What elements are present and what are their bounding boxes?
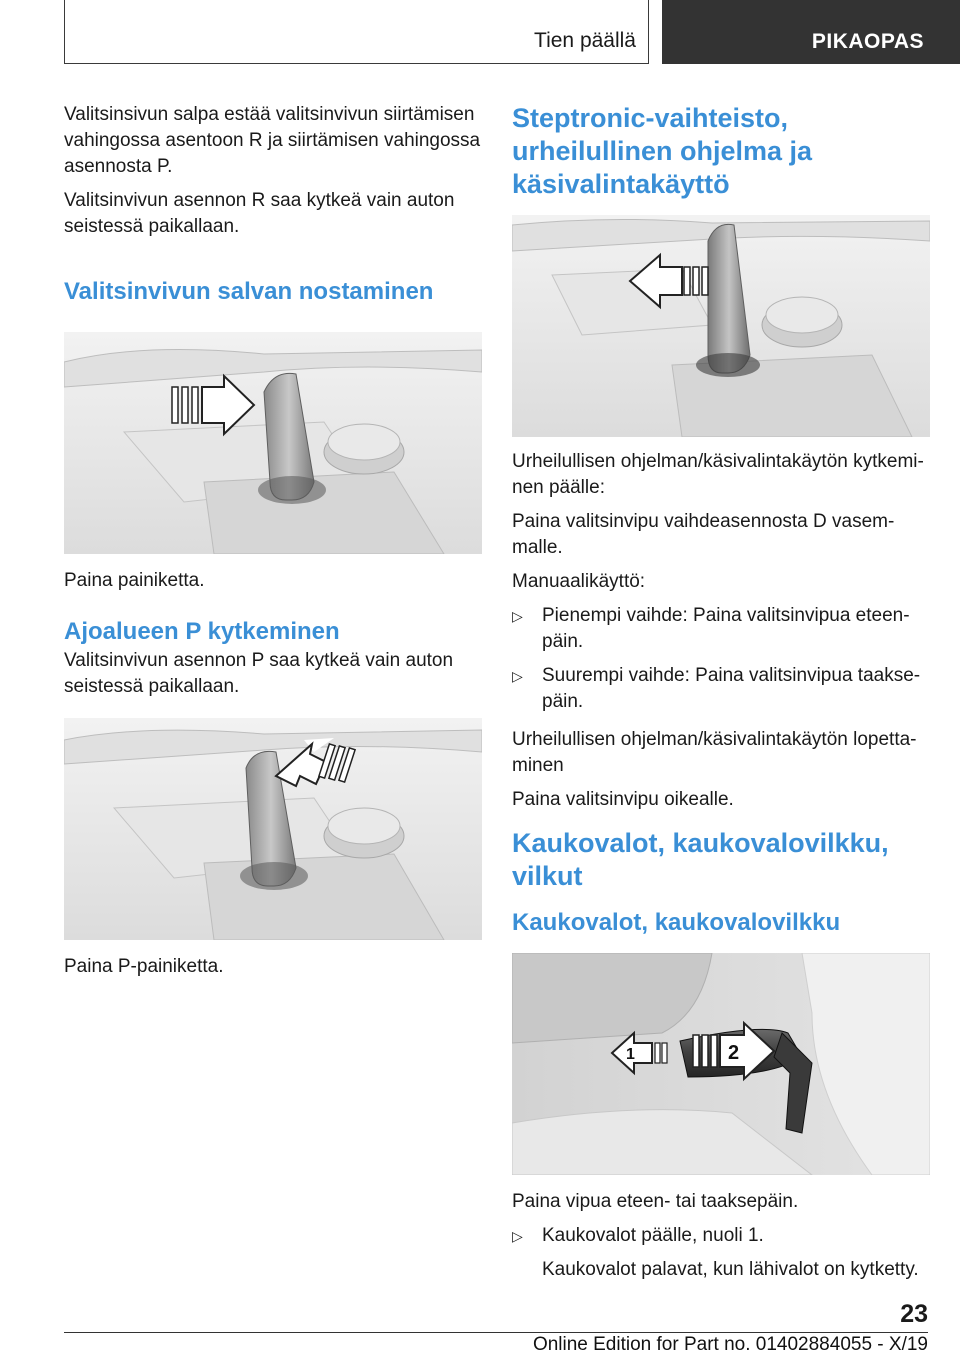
page-number: 23 [900,1300,928,1328]
heading-park-engage: Ajoalueen P kytkeminen [64,618,340,645]
list-item-text: Kaukovalot päälle, nuoli 1. [542,1225,764,1246]
list-item [512,1223,930,1249]
paragraph-park-engage: Valitsinvivun asennon P saa kytkeä vain auton seistessä paikallaan. [64,650,454,697]
intro-paragraph-2: Valitsinvivun asennon R saa kytkeä vain auton seistessä paikallaan. [64,190,455,237]
paragraph-push-lever: Paina vipua eteen- tai taaksepäin. [512,1191,799,1212]
paragraph-high-beam-note: Kaukovalot palavat, kun lähivalot on kytketty. [542,1259,919,1280]
list-item [512,663,930,715]
figure-selector-lever-release [64,332,482,554]
list-item [512,603,930,655]
caption-lift-lock: Paina painiketta. [64,570,205,591]
header-tab[interactable] [662,0,960,64]
figure-park-button [64,718,482,940]
heading-lights: Kaukovalot, kaukovalovilkku, vilkut [512,828,889,891]
paragraph-push-left: Paina valitsinvipu vaihdeasennosta D vasemmalle. [512,511,895,558]
list-item-text: Suurempi vaihde: Paina valitsinvipua taaksepäin. [542,665,921,712]
paragraph-push-right: Paina valitsinvipu oikealle. [512,789,734,810]
figure-turn-signal-lever [512,953,930,1175]
paragraph-sport-off: Urheilullisen ohjelman/käsivalintakäytön lopettaminen [512,729,917,776]
paragraph-manual-mode: Manuaalikäyttö: [512,571,646,592]
heading-steptronic: Steptronic-vaihteisto, urheilullinen ohjelma ja käsivalintakäyttö [512,103,813,199]
arrow-2-label: 2 [728,1042,740,1064]
heading-lift-lock: Valitsinvivun salvan nostaminen [64,278,434,305]
list-item-text: Pienempi vaihde: Paina valitsinvipua eteenpäin. [542,605,910,652]
header-section-box [64,0,649,64]
right-column [512,102,930,1291]
footer-divider [64,1332,928,1333]
figure-steptronic-left [512,215,930,437]
heading-high-beam: Kaukovalot, kaukovalovilkku [512,909,841,936]
triangle-right-outline-icon: ▷ [512,608,523,624]
intro-paragraph-1: Valitsinsivun salpa estää valitsinvivun siirtämisen vahingossa asentoon R ja siirtämisen vahingossa asennosta P. [64,104,481,177]
arrow-1-label: 1 [626,1046,635,1063]
header-section-title: Tien päällä [534,29,636,52]
header-tab-label: PIKAOPAS [811,30,924,53]
paragraph-sport-on: Urheilullisen ohjelman/käsivalintakäytön kytkeminen päälle: [512,451,924,498]
left-column [64,102,482,988]
triangle-right-outline-icon: ▷ [512,668,523,684]
footer-edition: Online Edition for Part no. 01402884055 - X/19 [532,1334,928,1355]
triangle-right-outline-icon: ▷ [512,1228,523,1244]
caption-park-button: Paina P-painiketta. [64,956,224,977]
